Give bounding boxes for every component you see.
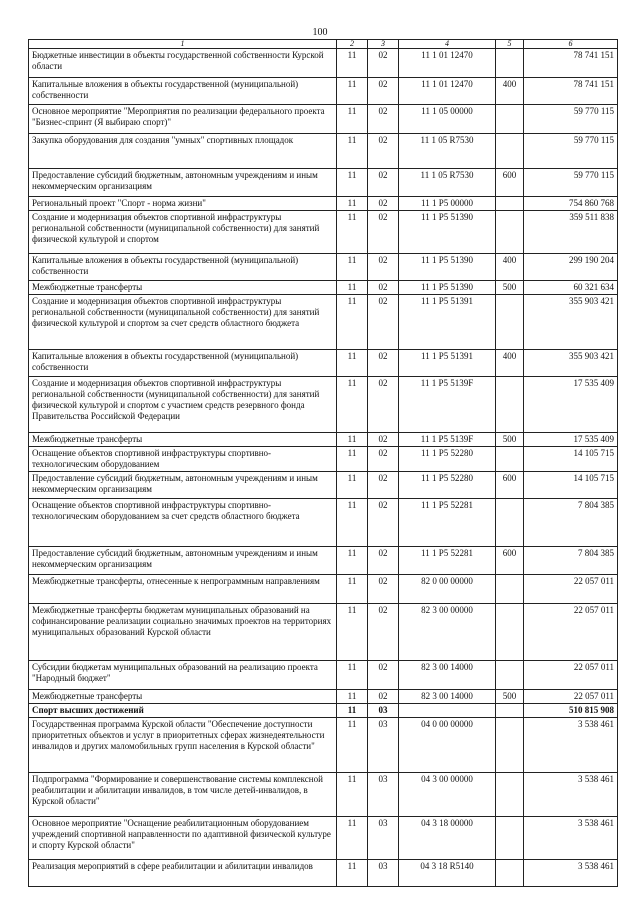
table-row [29, 134, 618, 169]
table-row [29, 447, 618, 472]
row-name-cell: Межбюджетные трансферты, отнесенные к непрограммным направлениям [29, 575, 337, 604]
row-pr-cell: 02 [368, 105, 399, 134]
row-csr-cell: 11 1 P5 5139F [399, 433, 496, 447]
row-sum-cell: 299 190 204 [524, 254, 618, 281]
row-rz-cell: 11 [337, 433, 368, 447]
row-sum-cell: 59 770 115 [524, 134, 618, 169]
row-csr-cell: 04 3 18 R5140 [399, 860, 496, 887]
row-csr-cell: 04 0 00 00000 [399, 718, 496, 773]
row-csr-cell: 11 1 P5 51391 [399, 295, 496, 350]
header-cell: 5 [496, 40, 524, 49]
row-csr-cell: 82 3 00 14000 [399, 661, 496, 690]
row-pr-cell: 02 [368, 197, 399, 211]
row-pr-cell: 02 [368, 499, 399, 547]
row-csr-cell: 11 1 P5 52280 [399, 447, 496, 472]
table-row [29, 281, 618, 295]
row-csr-cell: 11 1 01 12470 [399, 78, 496, 105]
row-vr-cell: 400 [496, 350, 524, 377]
table-row [29, 547, 618, 575]
row-csr-cell [399, 704, 496, 718]
table-row [29, 661, 618, 690]
row-vr-cell [496, 134, 524, 169]
table-header-row [29, 40, 618, 49]
page-number: 100 [312, 27, 328, 38]
table-row [29, 169, 618, 197]
row-name-cell: Предоставление субсидий бюджетным, автономным учреждениям и иным некоммерческим организациям [29, 472, 337, 499]
row-rz-cell: 11 [337, 105, 368, 134]
table-row [29, 49, 618, 78]
row-csr-cell: 11 1 P5 52281 [399, 547, 496, 575]
row-csr-cell: 11 1 P5 51391 [399, 350, 496, 377]
row-sum-cell: 7 804 385 [524, 547, 618, 575]
table-row [29, 499, 618, 547]
row-csr-cell: 11 1 05 R7530 [399, 169, 496, 197]
row-sum-cell: 17 535 409 [524, 433, 618, 447]
row-rz-cell: 11 [337, 169, 368, 197]
row-pr-cell: 02 [368, 281, 399, 295]
row-vr-cell: 500 [496, 690, 524, 704]
row-csr-cell: 11 1 P5 51390 [399, 281, 496, 295]
row-rz-cell: 11 [337, 817, 368, 860]
table-row [29, 472, 618, 499]
row-pr-cell: 02 [368, 254, 399, 281]
row-rz-cell: 11 [337, 718, 368, 773]
row-name-cell: Капитальные вложения в объекты государственной (муниципальной) собственности [29, 350, 337, 377]
row-vr-cell [496, 718, 524, 773]
row-name-cell: Межбюджетные трансферты [29, 690, 337, 704]
row-csr-cell: 11 1 P5 52281 [399, 499, 496, 547]
row-name-cell: Межбюджетные трансферты бюджетам муниципальных образований на софинансирование реализации социально значимых проектов на территориях муниципальных образований Курской области [29, 604, 337, 661]
row-pr-cell: 02 [368, 78, 399, 105]
row-name-cell: Спорт высших достижений [29, 704, 337, 718]
row-sum-cell: 59 770 115 [524, 105, 618, 134]
row-pr-cell: 03 [368, 860, 399, 887]
row-vr-cell [496, 575, 524, 604]
row-sum-cell: 355 903 421 [524, 350, 618, 377]
row-name-cell: Основное мероприятие "Оснащение реабилитационным оборудованием учреждений спортивной направленности по адаптивной физической культуре и спорту Курской области" [29, 817, 337, 860]
row-pr-cell: 02 [368, 472, 399, 499]
row-name-cell: Реализация мероприятий в сфере реабилитации и абилитации инвалидов [29, 860, 337, 887]
row-vr-cell [496, 499, 524, 547]
row-sum-cell: 3 538 461 [524, 718, 618, 773]
row-pr-cell: 02 [368, 134, 399, 169]
row-pr-cell: 02 [368, 690, 399, 704]
table-row [29, 78, 618, 105]
table-row [29, 254, 618, 281]
row-csr-cell: 82 0 00 00000 [399, 575, 496, 604]
table-row [29, 860, 618, 887]
row-name-cell: Подпрограмма "Формирование и совершенствование системы комплексной реабилитации и абилитации инвалидов, в том числе детей-инвалидов, в Курской области" [29, 773, 337, 817]
row-rz-cell: 11 [337, 499, 368, 547]
row-csr-cell: 11 1 P5 5139F [399, 377, 496, 433]
row-rz-cell: 11 [337, 661, 368, 690]
row-sum-cell: 17 535 409 [524, 377, 618, 433]
row-name-cell: Основное мероприятие "Мероприятия по реализации федерального проекта "Бизнес-спринт (Я выбираю спорт)" [29, 105, 337, 134]
row-name-cell: Региональный проект "Спорт - норма жизни" [29, 197, 337, 211]
row-vr-cell [496, 661, 524, 690]
row-sum-cell: 510 815 908 [524, 704, 618, 718]
row-name-cell: Субсидии бюджетам муниципальных образований на реализацию проекта "Народный бюджет" [29, 661, 337, 690]
row-name-cell: Создание и модернизация объектов спортивной инфраструктуры региональной собственности (муниципальной собственности) для занятий физической культурой и спортом с участием средств резервного фонда Правительства Российской Федерации [29, 377, 337, 433]
row-vr-cell: 400 [496, 254, 524, 281]
row-csr-cell: 11 1 05 00000 [399, 105, 496, 134]
table-row [29, 690, 618, 704]
table-row [29, 197, 618, 211]
row-pr-cell: 02 [368, 211, 399, 254]
row-csr-cell: 11 1 01 12470 [399, 49, 496, 78]
row-pr-cell: 03 [368, 817, 399, 860]
row-sum-cell: 754 860 768 [524, 197, 618, 211]
row-pr-cell: 02 [368, 49, 399, 78]
table-row [29, 350, 618, 377]
row-name-cell: Закупка оборудования для создания "умных" спортивных площадок [29, 134, 337, 169]
row-sum-cell: 60 321 634 [524, 281, 618, 295]
row-rz-cell: 11 [337, 197, 368, 211]
row-rz-cell: 11 [337, 773, 368, 817]
table-row [29, 211, 618, 254]
row-sum-cell: 59 770 115 [524, 169, 618, 197]
row-vr-cell [496, 604, 524, 661]
budget-table [28, 39, 618, 887]
row-sum-cell: 14 105 715 [524, 447, 618, 472]
row-rz-cell: 11 [337, 281, 368, 295]
row-pr-cell: 02 [368, 433, 399, 447]
table-row [29, 718, 618, 773]
header-cell: 2 [337, 40, 368, 49]
row-csr-cell: 82 3 00 14000 [399, 690, 496, 704]
row-pr-cell: 02 [368, 547, 399, 575]
row-name-cell: Межбюджетные трансферты [29, 433, 337, 447]
row-sum-cell: 22 057 011 [524, 604, 618, 661]
row-sum-cell: 3 538 461 [524, 773, 618, 817]
row-sum-cell: 78 741 151 [524, 78, 618, 105]
row-name-cell: Государственная программа Курской области "Обеспечение доступности приоритетных объектов и услуг в приоритетных сферах жизнедеятельности инвалидов и других маломобильных групп населения в Курской области" [29, 718, 337, 773]
row-csr-cell: 11 1 P5 51390 [399, 211, 496, 254]
row-sum-cell: 3 538 461 [524, 860, 618, 887]
row-vr-cell: 500 [496, 281, 524, 295]
row-vr-cell [496, 197, 524, 211]
row-rz-cell: 11 [337, 377, 368, 433]
row-vr-cell: 600 [496, 169, 524, 197]
row-vr-cell: 600 [496, 547, 524, 575]
table-row [29, 773, 618, 817]
row-pr-cell: 02 [368, 350, 399, 377]
row-rz-cell: 11 [337, 254, 368, 281]
row-rz-cell: 11 [337, 295, 368, 350]
row-vr-cell [496, 377, 524, 433]
header-cell: 4 [399, 40, 496, 49]
row-csr-cell: 11 1 P5 00000 [399, 197, 496, 211]
row-rz-cell: 11 [337, 472, 368, 499]
header-cell: 1 [29, 40, 337, 49]
row-vr-cell [496, 49, 524, 78]
row-name-cell: Межбюджетные трансферты [29, 281, 337, 295]
row-rz-cell: 11 [337, 575, 368, 604]
row-name-cell: Оснащение объектов спортивной инфраструктуры спортивно-технологическим оборудованием за счет средств областного бюджета [29, 499, 337, 547]
row-csr-cell: 11 1 P5 52280 [399, 472, 496, 499]
table-row [29, 604, 618, 661]
table-row [29, 377, 618, 433]
row-vr-cell [496, 817, 524, 860]
row-name-cell: Капитальные вложения в объекты государственной (муниципальной) собственности [29, 254, 337, 281]
row-name-cell: Бюджетные инвестиции в объекты государственной собственности Курской области [29, 49, 337, 78]
row-sum-cell: 22 057 011 [524, 690, 618, 704]
row-pr-cell: 02 [368, 661, 399, 690]
row-pr-cell: 02 [368, 575, 399, 604]
row-name-cell: Предоставление субсидий бюджетным, автономным учреждениям и иным некоммерческим организациям [29, 169, 337, 197]
row-sum-cell: 22 057 011 [524, 575, 618, 604]
row-rz-cell: 11 [337, 690, 368, 704]
row-pr-cell: 03 [368, 704, 399, 718]
row-name-cell: Предоставление субсидий бюджетным, автономным учреждениям и иным некоммерческим организациям [29, 547, 337, 575]
table-row [29, 575, 618, 604]
row-pr-cell: 03 [368, 718, 399, 773]
row-rz-cell: 11 [337, 860, 368, 887]
row-pr-cell: 02 [368, 604, 399, 661]
row-rz-cell: 11 [337, 49, 368, 78]
row-pr-cell: 02 [368, 295, 399, 350]
row-vr-cell [496, 860, 524, 887]
row-vr-cell [496, 773, 524, 817]
row-rz-cell: 11 [337, 604, 368, 661]
row-rz-cell: 11 [337, 78, 368, 105]
table-row [29, 433, 618, 447]
row-vr-cell [496, 447, 524, 472]
row-csr-cell: 11 1 05 R7530 [399, 134, 496, 169]
row-sum-cell: 78 741 151 [524, 49, 618, 78]
row-sum-cell: 355 903 421 [524, 295, 618, 350]
row-vr-cell: 600 [496, 472, 524, 499]
row-rz-cell: 11 [337, 211, 368, 254]
row-rz-cell: 11 [337, 134, 368, 169]
row-vr-cell [496, 105, 524, 134]
row-vr-cell [496, 704, 524, 718]
row-csr-cell: 04 3 18 00000 [399, 817, 496, 860]
row-rz-cell: 11 [337, 447, 368, 472]
row-sum-cell: 359 511 838 [524, 211, 618, 254]
row-sum-cell: 7 804 385 [524, 499, 618, 547]
row-sum-cell: 22 057 011 [524, 661, 618, 690]
header-cell: 3 [368, 40, 399, 49]
row-vr-cell [496, 211, 524, 254]
row-vr-cell [496, 295, 524, 350]
row-name-cell: Создание и модернизация объектов спортивной инфраструктуры региональной собственности (муниципальной собственности) для занятий физической культурой и спортом за счет средств областного бюджета [29, 295, 337, 350]
row-name-cell: Создание и модернизация объектов спортивной инфраструктуры региональной собственности (муниципальной собственности) для занятий физической культурой и спортом [29, 211, 337, 254]
row-sum-cell: 3 538 461 [524, 817, 618, 860]
row-sum-cell: 14 105 715 [524, 472, 618, 499]
table-row [29, 295, 618, 350]
table-row [29, 817, 618, 860]
row-rz-cell: 11 [337, 704, 368, 718]
row-rz-cell: 11 [337, 547, 368, 575]
row-csr-cell: 04 3 00 00000 [399, 773, 496, 817]
table-row [29, 105, 618, 134]
row-name-cell: Капитальные вложения в объекты государственной (муниципальной) собственности [29, 78, 337, 105]
row-csr-cell: 82 3 00 00000 [399, 604, 496, 661]
row-vr-cell: 500 [496, 433, 524, 447]
row-rz-cell: 11 [337, 350, 368, 377]
row-vr-cell: 400 [496, 78, 524, 105]
row-pr-cell: 02 [368, 377, 399, 433]
row-pr-cell: 03 [368, 773, 399, 817]
header-cell: 6 [524, 40, 618, 49]
row-csr-cell: 11 1 P5 51390 [399, 254, 496, 281]
table-row [29, 704, 618, 718]
row-pr-cell: 02 [368, 169, 399, 197]
row-pr-cell: 02 [368, 447, 399, 472]
row-name-cell: Оснащение объектов спортивной инфраструктуры спортивно-технологическим оборудованием [29, 447, 337, 472]
